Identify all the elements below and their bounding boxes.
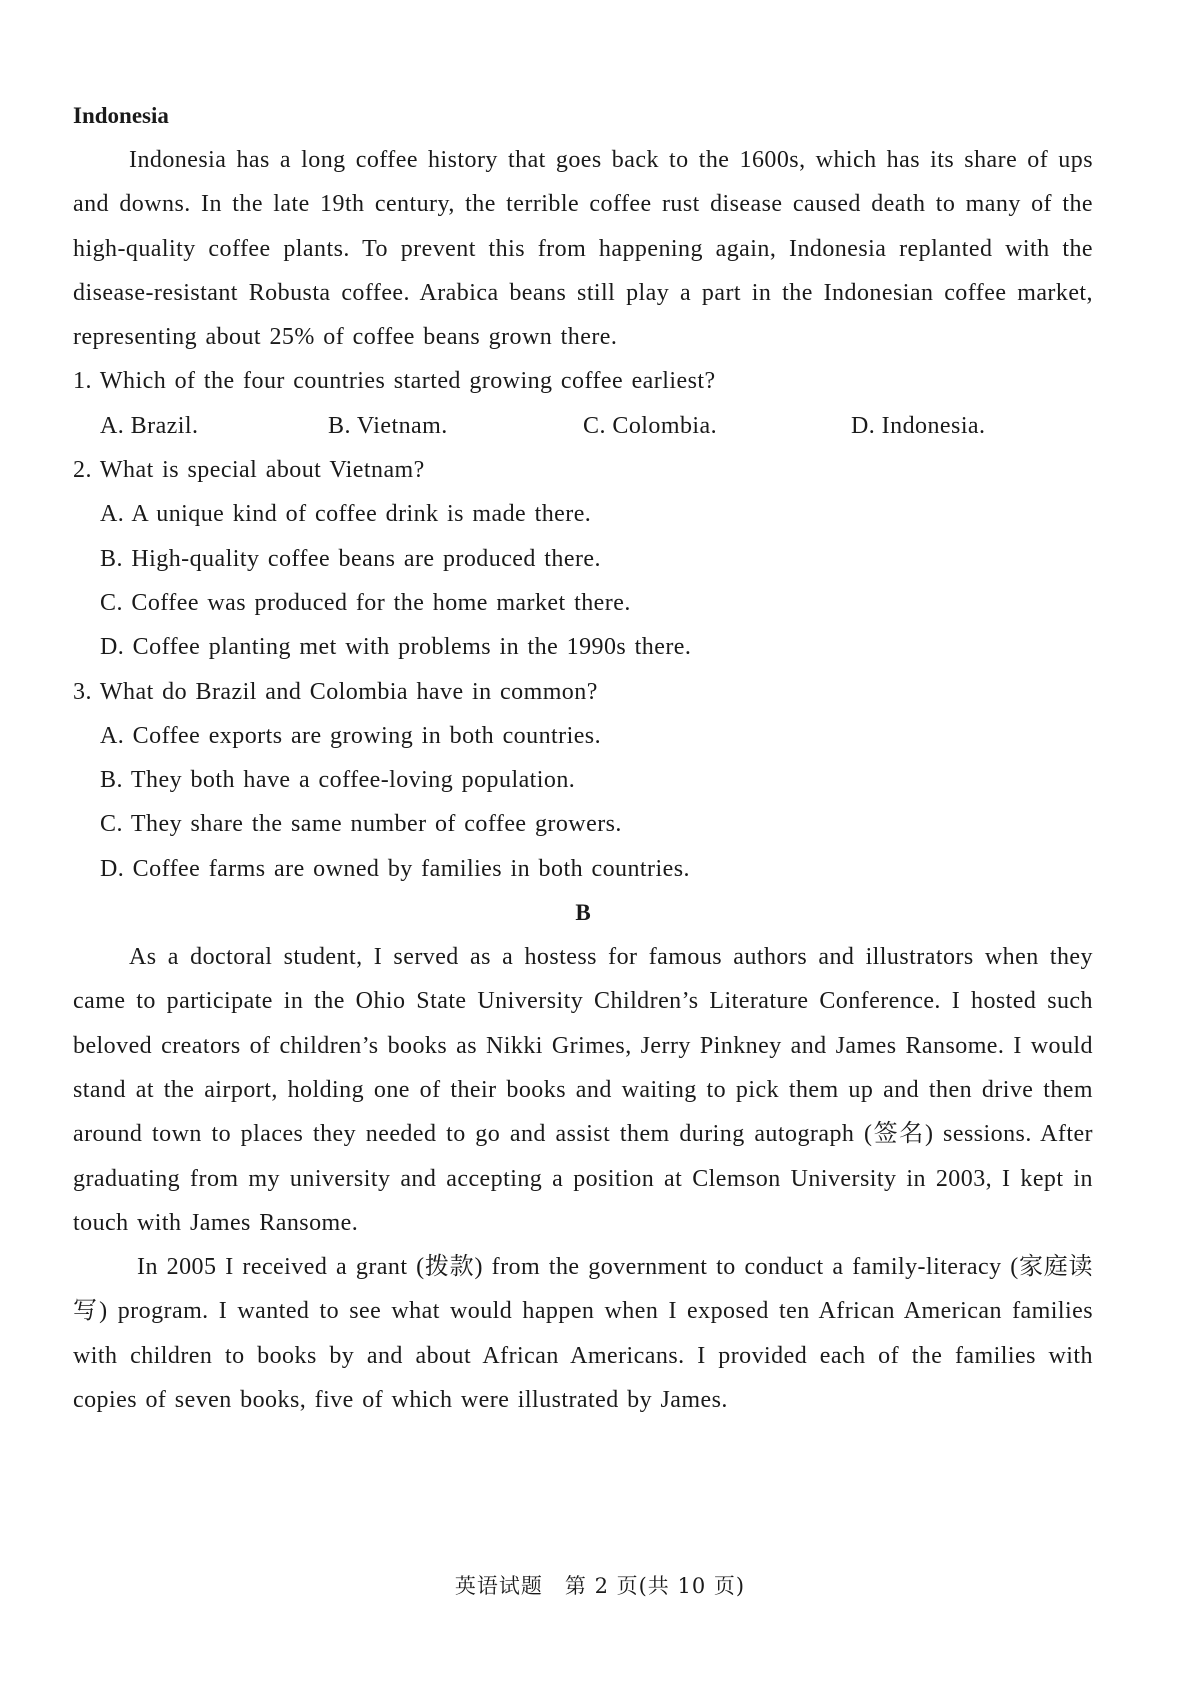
question-2-option-d: D. Coffee planting met with problems in the 1990s there. — [100, 634, 692, 661]
question-3 — [73, 670, 1093, 891]
question-3-option-d: D. Coffee farms are owned by families in both countries. — [100, 855, 690, 882]
question-2-stem: 2. What is special about Vietnam? — [73, 457, 425, 484]
question-2-option-c: C. Coffee was produced for the home market there. — [100, 589, 631, 616]
part-b-heading: B — [575, 900, 591, 926]
question-3-stem: 3. What do Brazil and Colombia have in common? — [73, 678, 598, 705]
question-2-option-a: A. A unique kind of coffee drink is made there. — [100, 501, 592, 528]
question-2-option-b: B. High-quality coffee beans are produced there. — [100, 545, 601, 572]
page-footer: 英语试题 第 2 页(共 10 页) — [454, 1574, 746, 1598]
question-3-option-a: A. Coffee exports are growing in both countries. — [100, 722, 602, 749]
section-heading-indonesia: Indonesia — [73, 103, 169, 128]
question-1-option-b: B. Vietnam. — [328, 412, 448, 439]
exam-page-content — [73, 94, 1093, 1422]
question-1-option-d: D. Indonesia. — [851, 412, 986, 439]
indonesia-paragraph: Indonesia has a long coffee history that goes back to the 1600s, which has its share of ups and downs. In the late 19th century, the terrible coffee rust disease caused death to many of the high-quality coffee plants. To prevent this from happening again, Indonesia replanted with the disease-resistant Robusta coffee. Arabica beans still play a part in the Indonesian coffee market, representing about 25% of coffee beans grown there. — [73, 147, 1093, 351]
question-1-stem: 1. Which of the four countries started growing coffee earliest? — [73, 368, 716, 395]
question-2 — [73, 448, 1093, 669]
question-1-option-a: A. Brazil. — [100, 412, 199, 439]
question-1-option-c: C. Colombia. — [583, 412, 718, 439]
question-3-option-c: C. They share the same number of coffee growers. — [100, 811, 622, 838]
question-3-option-b: B. They both have a coffee-loving population. — [100, 767, 576, 794]
question-1 — [73, 359, 1093, 448]
part-b-paragraph-2: In 2005 I received a grant (拨款) from the government to conduct a family-literacy (家庭读写) program. I wanted to see what would happen when I exposed ten African American families with children to books by and about African Americans. I provided each of the families with copies of seven books, five of which were illustrated by James. — [73, 1254, 1093, 1414]
question-1-options — [73, 404, 1093, 448]
part-b-paragraph-1: As a doctoral student, I served as a hostess for famous authors and illustrators when they came to participate in the Ohio State University Children’s Literature Conference. I hosted such beloved creators of children’s books as Nikki Grimes, Jerry Pinkney and James Ransome. I would stand at the airport, holding one of their books and waiting to pick them up and then drive them around town to places they needed to go and assist them during autograph (签名) sessions. After graduating from my university and accepting a position at Clemson University in 2003, I kept in touch with James Ransome. — [73, 944, 1093, 1236]
